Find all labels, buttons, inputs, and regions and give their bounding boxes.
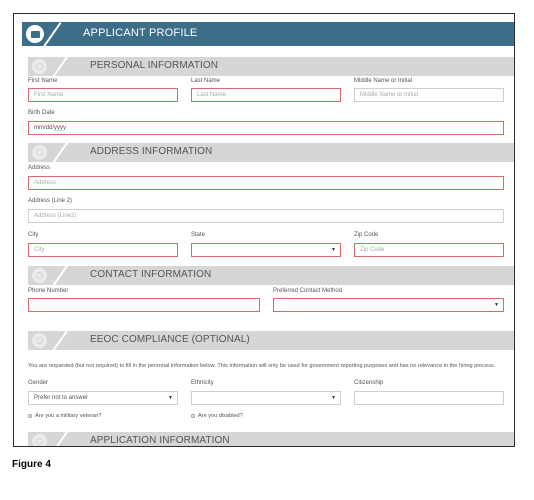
zip-code-field[interactable] xyxy=(354,243,504,257)
checkbox-icon xyxy=(191,414,195,418)
section-divider xyxy=(52,331,69,350)
address-line2-label: Address (Line 2) xyxy=(28,198,73,204)
address-label: Address xyxy=(28,165,51,171)
phone-number-field[interactable] xyxy=(28,298,260,312)
chevron-down-icon: ▼ xyxy=(494,302,499,308)
section-title: CONTACT INFORMATION xyxy=(90,269,212,280)
disabled-label: Are you disabled? xyxy=(198,413,243,419)
military-veteran-checkbox[interactable] xyxy=(28,413,102,419)
section-title: PERSONAL INFORMATION xyxy=(90,60,219,71)
person-icon xyxy=(32,434,47,447)
section-address-information xyxy=(28,143,515,162)
chevron-down-icon: ▼ xyxy=(331,395,336,401)
last-name-placeholder: Last Name xyxy=(197,92,227,98)
last-name-label: Last Name xyxy=(191,78,221,84)
section-personal-information xyxy=(28,57,515,76)
person-icon xyxy=(32,333,47,348)
address-line2-field[interactable] xyxy=(28,209,504,223)
chevron-down-icon: ▼ xyxy=(168,395,173,401)
section-title: EEOC COMPLIANCE (OPTIONAL) xyxy=(90,334,250,345)
birth-date-placeholder: mm/dd/yyyy xyxy=(34,125,67,131)
birth-date-field[interactable] xyxy=(28,121,504,135)
zip-code-label: Zip Code xyxy=(354,232,379,238)
middle-name-label: Middle Name or Initial xyxy=(354,78,413,84)
first-name-field[interactable] xyxy=(28,88,178,102)
citizenship-label: Citizenship xyxy=(354,380,384,386)
section-title: ADDRESS INFORMATION xyxy=(90,146,213,157)
page-title: APPLICANT PROFILE xyxy=(83,27,198,39)
gender-value: Prefer not to answer xyxy=(34,395,89,401)
checkbox-icon xyxy=(28,414,32,418)
address-line2-placeholder: Address (Line2) xyxy=(34,213,77,219)
section-divider xyxy=(52,266,69,285)
section-title: APPLICATION INFORMATION xyxy=(90,435,230,446)
briefcase-icon xyxy=(26,25,44,43)
preferred-contact-select[interactable] xyxy=(273,298,504,312)
citizenship-field[interactable] xyxy=(354,391,504,405)
ethnicity-label: Ethnicity xyxy=(191,380,214,386)
section-contact-information xyxy=(28,266,515,285)
person-icon xyxy=(32,268,47,283)
city-placeholder: City xyxy=(34,247,45,253)
section-divider xyxy=(52,432,69,447)
ethnicity-select[interactable] xyxy=(191,391,341,405)
section-divider xyxy=(52,57,69,76)
person-icon xyxy=(32,145,47,160)
city-label: City xyxy=(28,232,39,238)
applicant-profile-window xyxy=(13,13,515,447)
section-application-information xyxy=(28,432,515,447)
gender-label: Gender xyxy=(28,380,49,386)
first-name-placeholder: First Name xyxy=(34,92,64,98)
section-divider xyxy=(52,143,69,162)
eeoc-description: You are requested (but not required) to fill in the personal information below. This information will only be used for government reporting purposes and has no relevance in the hiring process. xyxy=(28,363,496,369)
section-eeoc-compliance xyxy=(28,331,515,350)
first-name-label: First Name xyxy=(28,78,58,84)
middle-name-field[interactable] xyxy=(354,88,504,102)
preferred-contact-label: Preferred Contact Method xyxy=(273,288,343,294)
address-field[interactable] xyxy=(28,176,504,190)
phone-number-label: Phone Number xyxy=(28,288,69,294)
middle-name-placeholder: Middle Name or Initial xyxy=(360,92,419,98)
city-field[interactable] xyxy=(28,243,178,257)
disabled-checkbox[interactable] xyxy=(191,413,243,419)
chevron-down-icon: ▼ xyxy=(331,247,336,253)
state-label: State xyxy=(191,232,206,238)
military-veteran-label: Are you a military veteran? xyxy=(35,413,102,419)
state-select[interactable] xyxy=(191,243,341,257)
figure-caption: Figure 4 xyxy=(12,459,51,470)
last-name-field[interactable] xyxy=(191,88,341,102)
person-icon xyxy=(32,59,47,74)
zip-code-placeholder: Zip Code xyxy=(360,247,385,253)
applicant-profile-header xyxy=(22,22,515,46)
header-divider xyxy=(43,22,62,46)
address-placeholder: Address xyxy=(34,180,57,186)
birth-date-label: Birth Date xyxy=(28,110,55,116)
gender-select[interactable] xyxy=(28,391,178,405)
